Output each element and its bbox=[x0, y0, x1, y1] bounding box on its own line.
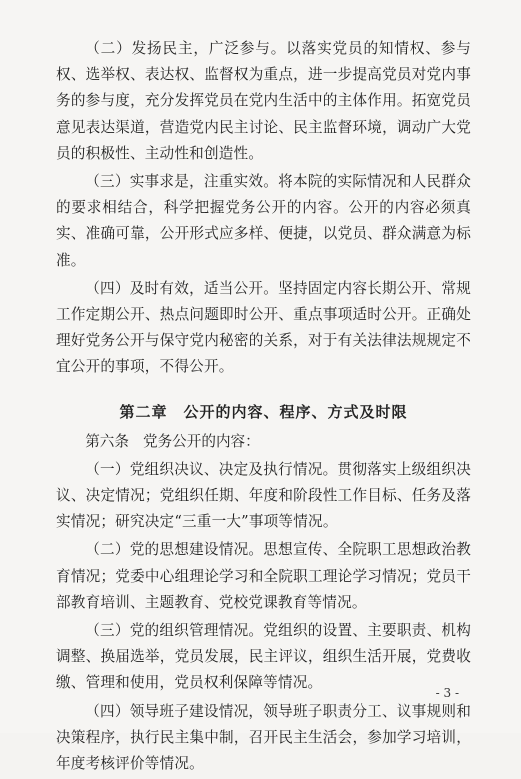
paragraph: （二）发扬民主，广泛参与。以落实党员的知情权、参与权、选举权、表达权、监督权为重点，进一步提高党员对党内事务的参与度，充分发挥党员在党内生活中的主体作用。拓宽党员意见表达渠道，营造党内民主讨论、民主监督环境，调动广大党员的积极性、主动性和创造性。 bbox=[56, 40, 471, 162]
chapter-title: 公开的内容、程序、方式及时限 bbox=[183, 402, 408, 421]
article-text: 党务公开的内容： bbox=[142, 432, 260, 450]
page-number: - 3 - bbox=[435, 686, 459, 700]
paragraph: （四）及时有效，适当公开。坚持固定内容长期公开、常规工作定期公开、热点问题即时公开、重点事项适时公开。正确处理好党务公开与保守党内秘密的关系，对于有关法律法规规定不宜公开的事项，不得公开。 bbox=[56, 279, 471, 376]
paragraph: （一）党组织决议、决定及执行情况。贯彻落实上级组织决议、决定情况；党组织任期、年度和阶段性工作目标、任务及落实情况；研究决定“三重一大”事项等情况。 bbox=[56, 460, 471, 531]
paragraph: （二）党的思想建设情况。思想宣传、全院职工思想政治教育情况；党委中心组理论学习和全院职工理论学习情况；党员干部教育培训、主题教育、党校党课教育等情况。 bbox=[56, 541, 471, 611]
chapter-heading bbox=[56, 399, 471, 425]
article-heading bbox=[56, 429, 471, 455]
paragraph: （三）实事求是，注重实效。将本院的实际情况和人民群众的要求相结合，科学把握党务公开的内容。公开的内容必须真实、准确可靠，公开形式应多样、便捷，以党员、群众满意为标准。 bbox=[56, 173, 471, 269]
document-body bbox=[56, 36, 471, 779]
paragraph: （四）领导班子建设情况，领导班子职责分工、议事规则和决策程序，执行民主集中制，召开民主生活会，参加学习培训，年度考核评价等情况。 bbox=[56, 702, 471, 773]
chapter-number: 第二章 bbox=[119, 402, 168, 421]
paragraph: （三）党的组织管理情况。党组织的设置、主要职责、机构调整、换届选举，党员发展，民主评议，组织生活开展，党费收缴、管理和使用，党员权利保障等情况。 bbox=[56, 622, 471, 692]
article-number: 第六条 bbox=[85, 432, 129, 450]
